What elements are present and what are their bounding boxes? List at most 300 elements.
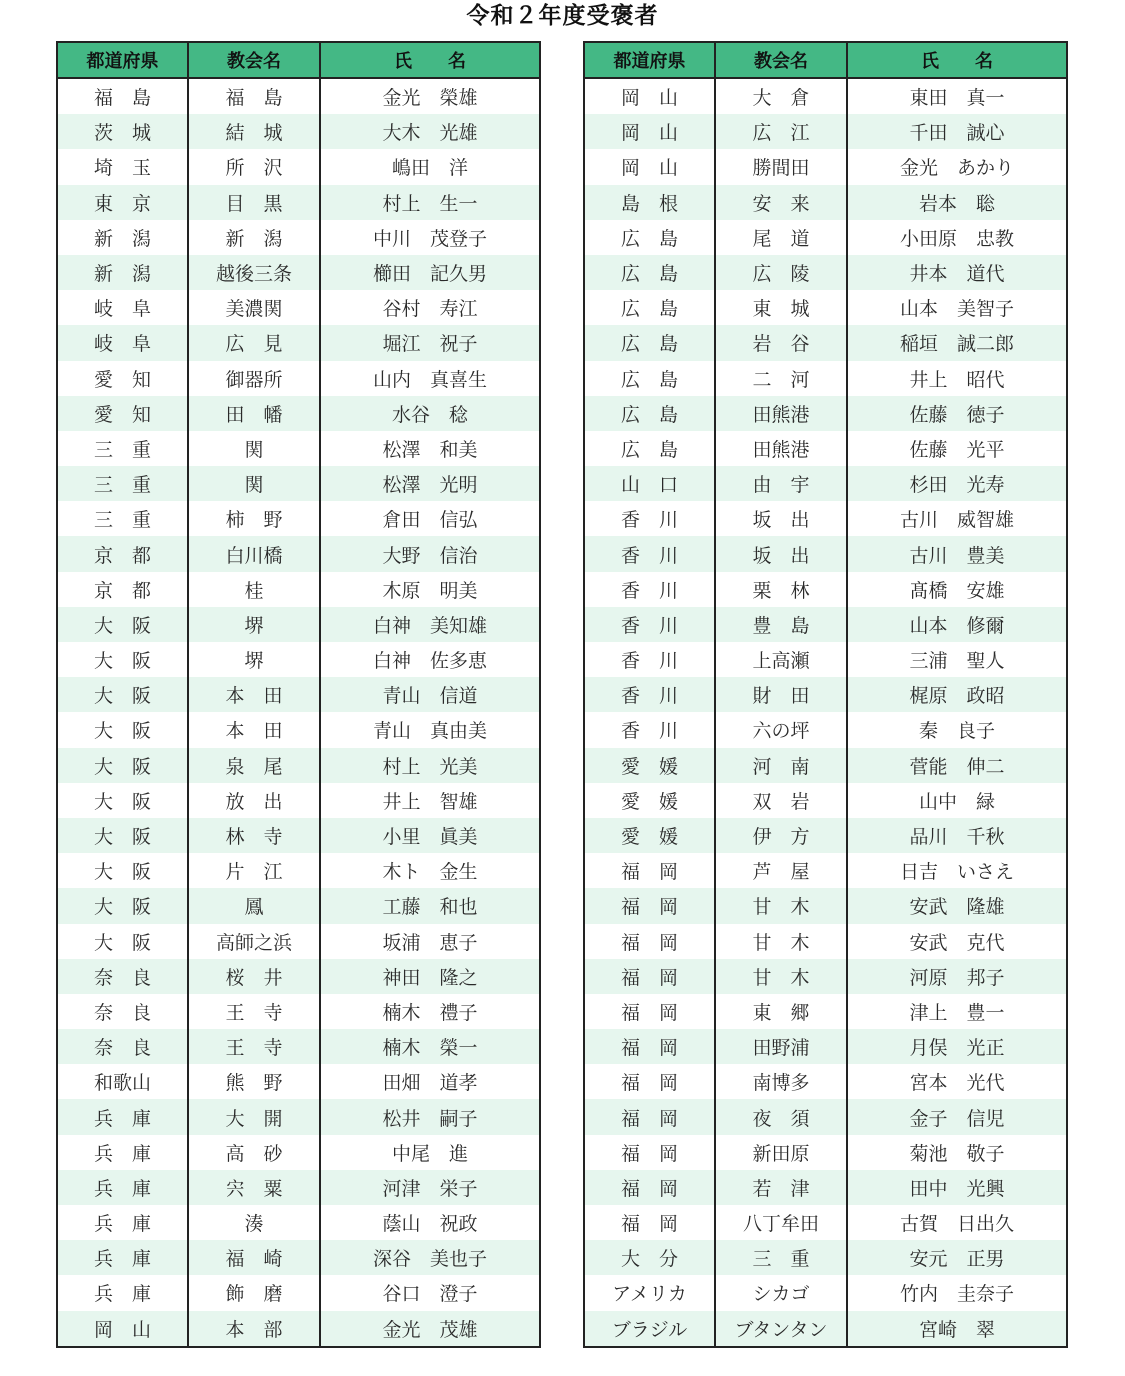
cell-name: 白神 美知雄 — [320, 607, 540, 642]
cell-prefecture: 福 岡 — [584, 959, 715, 994]
table-row — [584, 501, 1067, 536]
cell-church: 片 江 — [188, 853, 320, 888]
table-row — [584, 220, 1067, 255]
cell-church: 若 津 — [715, 1170, 847, 1205]
cell-church: 豊 島 — [715, 607, 847, 642]
table-row — [584, 536, 1067, 571]
awardee-table-left — [56, 41, 541, 1348]
table-body-left — [57, 78, 540, 1347]
cell-church: 芦 屋 — [715, 853, 847, 888]
table-row — [584, 1275, 1067, 1310]
table-body-right — [584, 78, 1067, 1347]
cell-church: 堺 — [188, 607, 320, 642]
cell-church: 南博多 — [715, 1064, 847, 1099]
cell-name: 金子 信児 — [847, 1099, 1067, 1134]
table-row — [57, 149, 540, 184]
cell-name: 宮崎 翠 — [847, 1311, 1067, 1347]
cell-prefecture: 香 川 — [584, 642, 715, 677]
cell-name: 木ト 金生 — [320, 853, 540, 888]
cell-name: 小里 眞美 — [320, 818, 540, 853]
cell-prefecture: 岡 山 — [57, 1311, 188, 1347]
cell-name: 深谷 美也子 — [320, 1240, 540, 1275]
cell-name: 工藤 和也 — [320, 888, 540, 923]
table-row — [57, 396, 540, 431]
cell-prefecture: 大 阪 — [57, 748, 188, 783]
table-row — [584, 959, 1067, 994]
cell-name: 品川 千秋 — [847, 818, 1067, 853]
cell-prefecture: 兵 庫 — [57, 1170, 188, 1205]
cell-church: 坂 出 — [715, 501, 847, 536]
cell-church: 林 寺 — [188, 818, 320, 853]
cell-church: 所 沢 — [188, 149, 320, 184]
cell-name: 安元 正男 — [847, 1240, 1067, 1275]
cell-prefecture: 兵 庫 — [57, 1275, 188, 1310]
cell-name: 佐藤 光平 — [847, 431, 1067, 466]
table-row — [584, 748, 1067, 783]
cell-church: 新 潟 — [188, 220, 320, 255]
cell-church: 目 黒 — [188, 185, 320, 220]
header-name: 氏 名 — [320, 42, 540, 78]
cell-name: 田中 光興 — [847, 1170, 1067, 1205]
table-row — [584, 431, 1067, 466]
header-name: 氏 名 — [847, 42, 1067, 78]
cell-name: 稲垣 誠二郎 — [847, 325, 1067, 360]
cell-name: 水谷 稔 — [320, 396, 540, 431]
cell-church: 福 崎 — [188, 1240, 320, 1275]
table-row — [57, 1099, 540, 1134]
cell-church: 桂 — [188, 572, 320, 607]
cell-name: 津上 豊一 — [847, 994, 1067, 1029]
cell-prefecture: 福 島 — [57, 78, 188, 114]
cell-church: 王 寺 — [188, 994, 320, 1029]
table-row — [584, 325, 1067, 360]
table-row — [584, 994, 1067, 1029]
cell-name: 河津 栄子 — [320, 1170, 540, 1205]
cell-prefecture: 広 島 — [584, 325, 715, 360]
header-church: 教会名 — [188, 42, 320, 78]
cell-church: シカゴ — [715, 1275, 847, 1310]
cell-name: 村上 光美 — [320, 748, 540, 783]
cell-prefecture: 福 岡 — [584, 924, 715, 959]
cell-prefecture: 兵 庫 — [57, 1205, 188, 1240]
cell-prefecture: 広 島 — [584, 220, 715, 255]
cell-prefecture: 新 潟 — [57, 255, 188, 290]
cell-prefecture: 愛 知 — [57, 361, 188, 396]
table-row — [584, 1311, 1067, 1347]
table-row — [57, 1311, 540, 1347]
cell-church: 夜 須 — [715, 1099, 847, 1134]
cell-name: 堀江 祝子 — [320, 325, 540, 360]
cell-name: 金光 あかり — [847, 149, 1067, 184]
cell-church: ブタンタン — [715, 1311, 847, 1347]
cell-prefecture: 大 阪 — [57, 924, 188, 959]
cell-church: 岩 谷 — [715, 325, 847, 360]
cell-church: 宍 粟 — [188, 1170, 320, 1205]
cell-church: 高 砂 — [188, 1135, 320, 1170]
cell-name: 村上 生一 — [320, 185, 540, 220]
cell-church: 田野浦 — [715, 1029, 847, 1064]
cell-prefecture: 兵 庫 — [57, 1135, 188, 1170]
cell-name: 白神 佐多恵 — [320, 642, 540, 677]
cell-church: 美濃関 — [188, 290, 320, 325]
cell-prefecture: 福 岡 — [584, 888, 715, 923]
cell-church: 広 見 — [188, 325, 320, 360]
table-row — [57, 290, 540, 325]
table-row — [584, 1135, 1067, 1170]
cell-church: 八丁牟田 — [715, 1205, 847, 1240]
table-row — [57, 325, 540, 360]
cell-prefecture: 三 重 — [57, 431, 188, 466]
cell-name: 安武 克代 — [847, 924, 1067, 959]
cell-name: 岩本 聡 — [847, 185, 1067, 220]
table-row — [584, 642, 1067, 677]
cell-church: 王 寺 — [188, 1029, 320, 1064]
cell-name: 河原 邦子 — [847, 959, 1067, 994]
cell-prefecture: 香 川 — [584, 677, 715, 712]
table-row — [57, 818, 540, 853]
cell-church: 大 倉 — [715, 78, 847, 114]
cell-name: 木原 明美 — [320, 572, 540, 607]
cell-church: 放 出 — [188, 783, 320, 818]
table-row — [57, 78, 540, 114]
header-prefecture: 都道府県 — [57, 42, 188, 78]
cell-name: 山中 緑 — [847, 783, 1067, 818]
cell-name: 谷口 澄子 — [320, 1275, 540, 1310]
table-row — [57, 783, 540, 818]
table-row — [584, 677, 1067, 712]
table-row — [584, 853, 1067, 888]
cell-name: 竹内 圭奈子 — [847, 1275, 1067, 1310]
cell-church: 白川橋 — [188, 536, 320, 571]
table-row — [57, 607, 540, 642]
table-row — [57, 114, 540, 149]
cell-name: 谷村 寿江 — [320, 290, 540, 325]
table-row — [584, 572, 1067, 607]
cell-prefecture: 香 川 — [584, 536, 715, 571]
cell-prefecture: 岡 山 — [584, 149, 715, 184]
cell-name: 秦 良子 — [847, 712, 1067, 747]
cell-name: 倉田 信弘 — [320, 501, 540, 536]
table-row — [57, 959, 540, 994]
cell-prefecture: 香 川 — [584, 501, 715, 536]
cell-name: 小田原 忠教 — [847, 220, 1067, 255]
table-row — [584, 396, 1067, 431]
cell-name: 菊池 敬子 — [847, 1135, 1067, 1170]
cell-prefecture: 岐 阜 — [57, 290, 188, 325]
cell-prefecture: 大 阪 — [57, 853, 188, 888]
table-row — [57, 924, 540, 959]
cell-church: 桜 井 — [188, 959, 320, 994]
cell-prefecture: 香 川 — [584, 572, 715, 607]
cell-prefecture: 茨 城 — [57, 114, 188, 149]
cell-name: 櫛田 記久男 — [320, 255, 540, 290]
table-row — [584, 149, 1067, 184]
table-row — [584, 888, 1067, 923]
cell-church: 二 河 — [715, 361, 847, 396]
table-row — [584, 290, 1067, 325]
cell-prefecture: 山 口 — [584, 466, 715, 501]
table-row — [57, 994, 540, 1029]
cell-church: 広 江 — [715, 114, 847, 149]
cell-church: 栗 林 — [715, 572, 847, 607]
cell-church: 本 田 — [188, 677, 320, 712]
table-row — [57, 888, 540, 923]
cell-prefecture: 埼 玉 — [57, 149, 188, 184]
table-row — [57, 536, 540, 571]
table-row — [584, 1029, 1067, 1064]
cell-church: 田熊港 — [715, 431, 847, 466]
cell-prefecture: 東 京 — [57, 185, 188, 220]
cell-prefecture: 京 都 — [57, 536, 188, 571]
cell-prefecture: 三 重 — [57, 501, 188, 536]
cell-name: 日吉 いさえ — [847, 853, 1067, 888]
cell-prefecture: 広 島 — [584, 361, 715, 396]
cell-name: 井上 昭代 — [847, 361, 1067, 396]
table-row — [57, 572, 540, 607]
cell-prefecture: 福 岡 — [584, 1099, 715, 1134]
cell-prefecture: 愛 媛 — [584, 783, 715, 818]
cell-church: 柿 野 — [188, 501, 320, 536]
cell-prefecture: 香 川 — [584, 607, 715, 642]
cell-church: 本 部 — [188, 1311, 320, 1347]
table-row — [57, 220, 540, 255]
cell-church: 越後三条 — [188, 255, 320, 290]
cell-church: 甘 木 — [715, 924, 847, 959]
cell-church: 福 島 — [188, 78, 320, 114]
table-row — [57, 712, 540, 747]
cell-name: 佐藤 徳子 — [847, 396, 1067, 431]
cell-church: 財 田 — [715, 677, 847, 712]
cell-name: 中川 茂登子 — [320, 220, 540, 255]
cell-name: 杉田 光寿 — [847, 466, 1067, 501]
cell-prefecture: 岡 山 — [584, 114, 715, 149]
cell-name: 古賀 日出久 — [847, 1205, 1067, 1240]
header-prefecture: 都道府県 — [584, 42, 715, 78]
table-header-row — [57, 42, 540, 78]
table-row — [584, 924, 1067, 959]
cell-church: 泉 尾 — [188, 748, 320, 783]
cell-church: 三 重 — [715, 1240, 847, 1275]
table-row — [584, 255, 1067, 290]
cell-church: 伊 方 — [715, 818, 847, 853]
awardee-table-right — [583, 41, 1068, 1348]
cell-name: 金光 茂雄 — [320, 1311, 540, 1347]
cell-name: 菅能 伸二 — [847, 748, 1067, 783]
cell-church: 河 南 — [715, 748, 847, 783]
table-row — [57, 501, 540, 536]
cell-church: 甘 木 — [715, 959, 847, 994]
cell-church: 安 来 — [715, 185, 847, 220]
table-row — [584, 1170, 1067, 1205]
table-row — [57, 361, 540, 396]
cell-name: 大木 光雄 — [320, 114, 540, 149]
cell-name: 東田 真一 — [847, 78, 1067, 114]
table-row — [57, 185, 540, 220]
cell-prefecture: 大 阪 — [57, 607, 188, 642]
cell-prefecture: 大 分 — [584, 1240, 715, 1275]
cell-name: 安武 隆雄 — [847, 888, 1067, 923]
table-row — [57, 677, 540, 712]
cell-church: 大 開 — [188, 1099, 320, 1134]
cell-name: 山内 真喜生 — [320, 361, 540, 396]
cell-name: 宮本 光代 — [847, 1064, 1067, 1099]
cell-name: 大野 信治 — [320, 536, 540, 571]
table-row — [57, 748, 540, 783]
table-row — [584, 1240, 1067, 1275]
cell-prefecture: 広 島 — [584, 290, 715, 325]
cell-name: 神田 隆之 — [320, 959, 540, 994]
cell-church: 広 陵 — [715, 255, 847, 290]
cell-name: 井本 道代 — [847, 255, 1067, 290]
table-row — [57, 642, 540, 677]
cell-prefecture: 奈 良 — [57, 959, 188, 994]
table-row — [584, 1064, 1067, 1099]
cell-prefecture: 兵 庫 — [57, 1099, 188, 1134]
table-row — [57, 1275, 540, 1310]
cell-church: 関 — [188, 431, 320, 466]
cell-prefecture: 島 根 — [584, 185, 715, 220]
cell-name: 山本 美智子 — [847, 290, 1067, 325]
cell-prefecture: 愛 媛 — [584, 818, 715, 853]
cell-prefecture: 愛 媛 — [584, 748, 715, 783]
cell-name: 梶原 政昭 — [847, 677, 1067, 712]
cell-prefecture: 香 川 — [584, 712, 715, 747]
cell-prefecture: 京 都 — [57, 572, 188, 607]
cell-church: 田 幡 — [188, 396, 320, 431]
cell-church: 田熊港 — [715, 396, 847, 431]
cell-church: 関 — [188, 466, 320, 501]
cell-church: 高師之浜 — [188, 924, 320, 959]
table-row — [57, 1029, 540, 1064]
cell-church: 東 郷 — [715, 994, 847, 1029]
cell-name: 古川 威智雄 — [847, 501, 1067, 536]
table-row — [584, 783, 1067, 818]
table-row — [584, 607, 1067, 642]
cell-church: 熊 野 — [188, 1064, 320, 1099]
cell-prefecture: 大 阪 — [57, 818, 188, 853]
table-row — [584, 114, 1067, 149]
table-header-row — [584, 42, 1067, 78]
cell-prefecture: 広 島 — [584, 431, 715, 466]
table-row — [584, 78, 1067, 114]
cell-name: 嶋田 洋 — [320, 149, 540, 184]
cell-prefecture: アメリカ — [584, 1275, 715, 1310]
cell-prefecture: 岡 山 — [584, 78, 715, 114]
cell-church: 勝間田 — [715, 149, 847, 184]
cell-church: 六の坪 — [715, 712, 847, 747]
table-row — [584, 466, 1067, 501]
cell-prefecture: 大 阪 — [57, 677, 188, 712]
cell-church: 甘 木 — [715, 888, 847, 923]
cell-name: 山本 修爾 — [847, 607, 1067, 642]
cell-church: 双 岩 — [715, 783, 847, 818]
table-row — [57, 431, 540, 466]
cell-prefecture: 奈 良 — [57, 994, 188, 1029]
cell-prefecture: 福 岡 — [584, 1064, 715, 1099]
cell-prefecture: ブラジル — [584, 1311, 715, 1347]
table-row — [57, 255, 540, 290]
table-row — [57, 1135, 540, 1170]
cell-prefecture: 広 島 — [584, 396, 715, 431]
cell-name: 坂浦 恵子 — [320, 924, 540, 959]
cell-prefecture: 福 岡 — [584, 1170, 715, 1205]
cell-name: 青山 信道 — [320, 677, 540, 712]
cell-name: 井上 智雄 — [320, 783, 540, 818]
cell-name: 古川 豊美 — [847, 536, 1067, 571]
page-title: 令和２年度受褒者 — [466, 3, 659, 29]
cell-prefecture: 福 岡 — [584, 1029, 715, 1064]
cell-name: 楠木 榮一 — [320, 1029, 540, 1064]
table-row — [57, 466, 540, 501]
cell-name: 月俣 光正 — [847, 1029, 1067, 1064]
table-row — [57, 1205, 540, 1240]
cell-name: 三浦 聖人 — [847, 642, 1067, 677]
cell-prefecture: 三 重 — [57, 466, 188, 501]
cell-name: 松井 嗣子 — [320, 1099, 540, 1134]
table-row — [57, 1170, 540, 1205]
cell-church: 飾 磨 — [188, 1275, 320, 1310]
cell-prefecture: 福 岡 — [584, 1205, 715, 1240]
cell-church: 新田原 — [715, 1135, 847, 1170]
table-row — [57, 1064, 540, 1099]
cell-church: 東 城 — [715, 290, 847, 325]
cell-name: 髙橋 安雄 — [847, 572, 1067, 607]
cell-prefecture: 広 島 — [584, 255, 715, 290]
cell-prefecture: 福 岡 — [584, 1135, 715, 1170]
table-row — [584, 1099, 1067, 1134]
cell-prefecture: 兵 庫 — [57, 1240, 188, 1275]
cell-prefecture: 大 阪 — [57, 712, 188, 747]
cell-church: 湊 — [188, 1205, 320, 1240]
cell-prefecture: 大 阪 — [57, 888, 188, 923]
table-row — [584, 185, 1067, 220]
cell-prefecture: 和歌山 — [57, 1064, 188, 1099]
cell-church: 鳳 — [188, 888, 320, 923]
cell-name: 松澤 和美 — [320, 431, 540, 466]
cell-name: 楠木 禮子 — [320, 994, 540, 1029]
cell-name: 松澤 光明 — [320, 466, 540, 501]
cell-name: 千田 誠心 — [847, 114, 1067, 149]
cell-church: 本 田 — [188, 712, 320, 747]
table-row — [584, 361, 1067, 396]
cell-name: 中尾 進 — [320, 1135, 540, 1170]
cell-prefecture: 福 岡 — [584, 853, 715, 888]
table-row — [57, 853, 540, 888]
header-church: 教会名 — [715, 42, 847, 78]
cell-church: 坂 出 — [715, 536, 847, 571]
table-row — [57, 1240, 540, 1275]
cell-prefecture: 大 阪 — [57, 642, 188, 677]
cell-church: 御器所 — [188, 361, 320, 396]
cell-name: 金光 榮雄 — [320, 78, 540, 114]
cell-church: 上高瀬 — [715, 642, 847, 677]
cell-name: 青山 真由美 — [320, 712, 540, 747]
cell-prefecture: 新 潟 — [57, 220, 188, 255]
cell-name: 田畑 道孝 — [320, 1064, 540, 1099]
cell-prefecture: 福 岡 — [584, 994, 715, 1029]
table-row — [584, 712, 1067, 747]
table-row — [584, 1205, 1067, 1240]
cell-church: 由 宇 — [715, 466, 847, 501]
cell-church: 結 城 — [188, 114, 320, 149]
cell-church: 尾 道 — [715, 220, 847, 255]
cell-prefecture: 愛 知 — [57, 396, 188, 431]
cell-prefecture: 奈 良 — [57, 1029, 188, 1064]
table-row — [584, 818, 1067, 853]
cell-prefecture: 大 阪 — [57, 783, 188, 818]
cell-name: 蔭山 祝政 — [320, 1205, 540, 1240]
cell-church: 堺 — [188, 642, 320, 677]
